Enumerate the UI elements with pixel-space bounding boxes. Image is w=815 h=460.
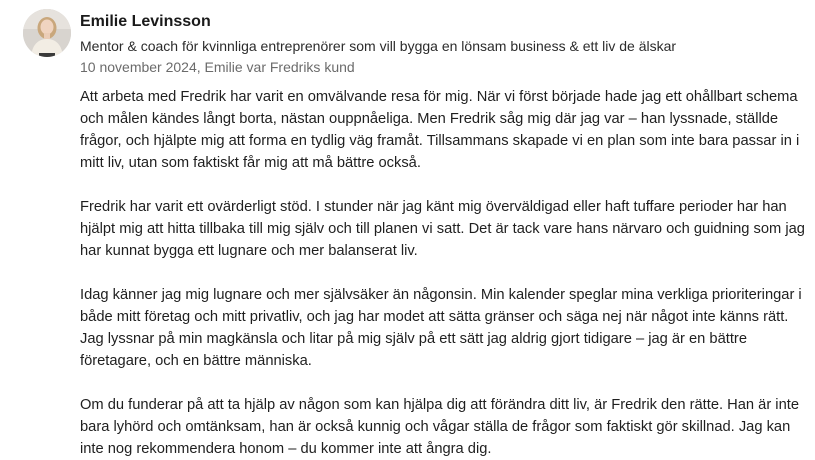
avatar[interactable] <box>23 9 71 57</box>
author-headline: Mentor & coach för kvinnliga entreprenörer som vill bygga en lönsam business & ett liv de älskar <box>80 38 677 54</box>
recommendation-paragraph: Att arbeta med Fredrik har varit en omvälvande resa för mig. När vi först började hade jag ett ohållbart schema och målen kändes långt borta, nästan ouppnåeliga. Men Fredrik såg mig där jag var – han lyssnade, ställde frågor, och hjälpte mig att forma en tydlig väg framåt. Tillsammans skapade vi en plan som inte bara passar in i mitt liv, utan som faktiskt får mig att må bättre också. <box>80 89 800 171</box>
recommendation-text <box>80 86 805 460</box>
recommendation-paragraph: Idag känner jag mig lugnare och mer självsäker än någonsin. Min kalender speglar mina verkliga prioriteringar i både mitt företag och mitt privatliv, och jag har modet att sätta gränser och säga nej när något inte känns rätt. Jag lyssnar på min magkänsla och litar på mig själv på ett sätt jag aldrig gjort tidigare – jag är en bättre företagare, och en bättre människa. <box>80 287 802 369</box>
recommendation-meta: 10 november 2024, Emilie var Fredriks kund <box>80 59 355 75</box>
recommendation-header <box>23 9 805 75</box>
profile-photo-icon <box>23 9 71 57</box>
author-info <box>80 9 805 77</box>
recommendation-paragraph: Om du funderar på att ta hjälp av någon som kan hjälpa dig att förändra ditt liv, är Fredrik den rätte. Han är inte bara lyhörd och omtänksam, han är också kunnig och vågar ställa de frågor som faktiskt gör skillnad. Jag kan inte nog rekommendera honom – du kommer inte att ångra dig. <box>80 397 799 457</box>
recommendation-paragraph: Fredrik har varit ett ovärderligt stöd. I stunder när jag känt mig överväldigad eller haft tuffare perioder har han hjälpt mig att hitta tillbaka till mig själv och till planen vi satt. Det är tack vare hans närvaro och guidning som jag har kunnat bygga ett lugnare och mer balanserat liv. <box>80 199 805 259</box>
author-name[interactable]: Emilie Levinsson <box>80 13 211 30</box>
